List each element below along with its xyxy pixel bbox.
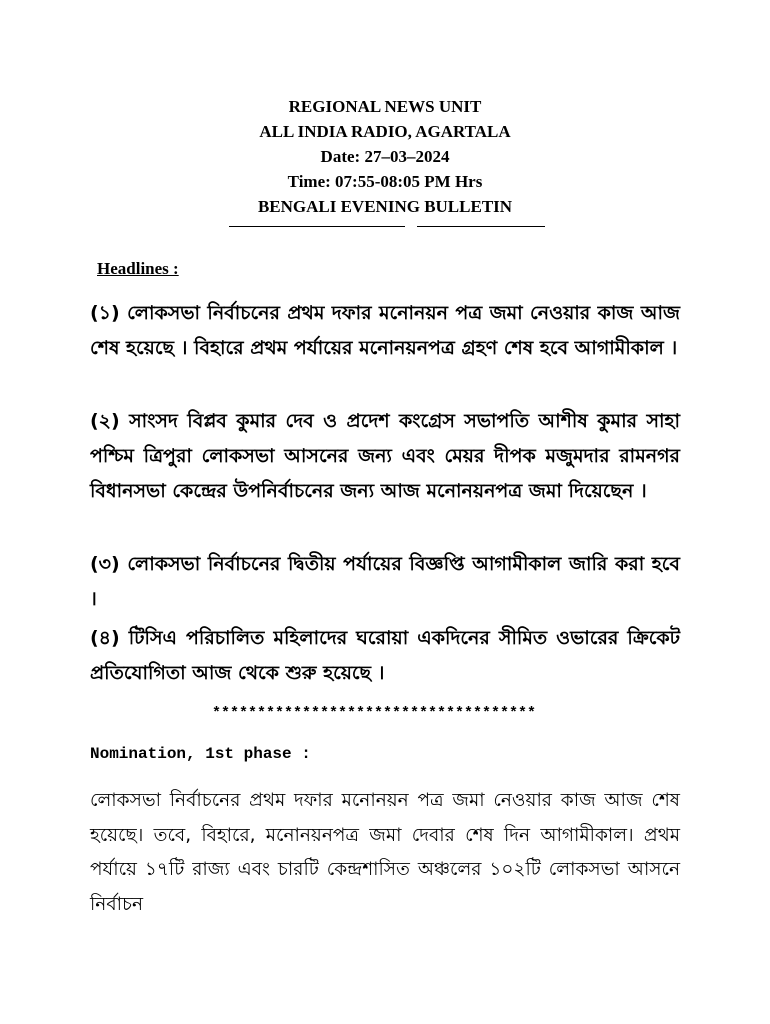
news-unit-title: REGIONAL NEWS UNIT [288,97,482,116]
headlines-label: Headlines : [97,259,179,278]
story-title: Nomination, 1st phase : [90,745,311,763]
separator-stars: ************************************ [212,705,537,722]
headline-item-3: (৩) লোকসভা নির্বাচনের দ্বিতীয় পর্যায়ের বিজ্ঞপ্তি আগামীকাল জারি করা হবে । [90,553,680,610]
bulletin-header [0,94,770,219]
story-body: লোকসভা নির্বাচনের প্রথম দফার মনোনয়ন পত্র জমা নেওয়ার কাজ আজ শেষ হয়েছে। তবে, বিহারে, মনোনয়নপত্র জমা দেবার শেষ দিন আগামীকাল। প্রথম পর্যায়ে ১৭টি রাজ্য এবং চারটি কেন্দ্রশাসিত অঞ্চলের ১০২টি লোকসভা আসনে নির্বাচন [90,790,680,915]
bulletin-name: BENGALI EVENING BULLETIN [257,197,513,216]
station-name: ALL INDIA RADIO, AGARTALA [259,122,511,141]
header-divider [229,226,545,227]
divider-segment [229,226,405,227]
bulletin-date: Date: 27–03–2024 [320,147,450,166]
headline-item-1: (১) লোকসভা নির্বাচনের প্রথম দফার মনোনয়ন পত্র জমা নেওয়ার কাজ আজ শেষ হয়েছে । বিহারে প্রথম পর্যায়ের মনোনয়নপত্র গ্রহণ শেষ হবে আগামীকাল । [90,302,680,359]
divider-segment [417,226,545,227]
headline-item-4: (৪) টিসিএ পরিচালিত মহিলাদের ঘরোয়া একদিনের সীমিত ওভারের ক্রিকেট প্রতিযোগিতা আজ থেকে শুরু হয়েছে । [90,627,680,684]
headline-item-2: (২) সাংসদ বিপ্লব কুমার দেব ও প্রদেশ কংগ্রেস সভাপতি আশীষ কুমার সাহা পশ্চিম ত্রিপুরা লোকসভা আসনের জন্য এবং মেয়র দীপক মজুমদার রামনগর বিধানসভা কেন্দ্রের উপনির্বাচনের জন্য আজ মনোনয়নপত্র জমা দিয়েছেন । [90,410,680,502]
bulletin-time: Time: 07:55-08:05 PM Hrs [287,172,483,191]
